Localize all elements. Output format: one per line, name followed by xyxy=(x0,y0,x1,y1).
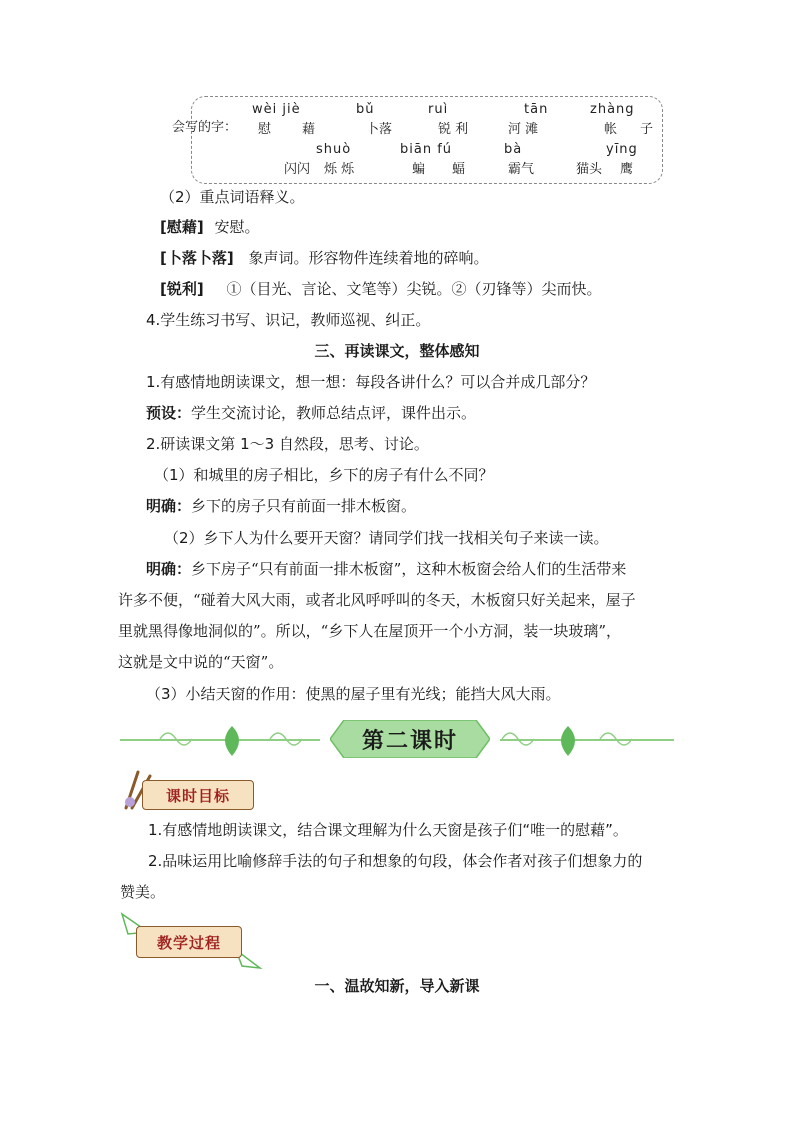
lesson-banner xyxy=(330,720,490,758)
pinyin: tān xyxy=(524,102,549,117)
body-line xyxy=(146,559,626,579)
lesson-title: 第二课时 xyxy=(361,727,458,754)
vocab-char: 蝠 xyxy=(452,162,466,177)
leaf-icon xyxy=(225,726,239,756)
vocab-char: 帐 xyxy=(604,122,618,137)
body-line xyxy=(146,496,416,516)
vocab-char: 闪闪 xyxy=(284,162,311,177)
body-line: 许多不便，“碰着大风大雨，或者北风呼呼叫的冬天，木板窗只好关起来，屋子 xyxy=(118,591,636,609)
vocab-char: 慰 xyxy=(258,122,272,137)
vocab-char: 蝙 xyxy=(412,162,426,177)
vocab-char: 河 滩 xyxy=(508,122,539,137)
body-line: （2）重点词语释义。 xyxy=(160,188,305,206)
process-tag: 教学过程 xyxy=(136,926,242,958)
term: [慰藉] xyxy=(160,218,204,236)
definition: 安慰。 xyxy=(214,218,260,236)
vocab-char: 猫头 xyxy=(576,162,603,177)
definition-row xyxy=(160,248,489,268)
body-text: 乡下的房子只有前面一排木板窗。 xyxy=(191,497,417,515)
section-heading: 三、再读课文，整体感知 xyxy=(314,342,480,360)
pinyin: shuò xyxy=(316,142,352,157)
definition-row xyxy=(160,279,602,299)
body-line: （2）乡下人为什么要开天窗？请同学们找一找相关句子来读一读。 xyxy=(164,529,609,547)
definition: ①（目光、言论、文笔等）尖锐。②（刃锋等）尖而快。 xyxy=(226,280,602,298)
objectives-tag: 课时目标 xyxy=(142,780,254,810)
body-line: 2.研读课文第 1～3 自然段，思考、讨论。 xyxy=(146,435,429,453)
term: [卜落卜落] xyxy=(160,249,234,267)
body-line: 这就是文中说的“天窗”。 xyxy=(118,653,284,671)
vocab-char: 卜落 xyxy=(366,122,393,137)
pinyin: wèi jiè xyxy=(252,102,301,117)
body-line: 1.有感情地朗读课文，想一想：每段各讲什么？可以合并成几部分？ xyxy=(146,373,596,391)
vocab-label: 会写的字： xyxy=(172,120,238,135)
body-line: 里就黑得像地洞似的”。所以，“乡下人在屋顶开一个小方洞，装一块玻璃”， xyxy=(118,622,622,640)
objective-item: 1.有感情地朗读课文，结合课文理解为什么天窗是孩子们“唯一的慰藉”。 xyxy=(148,821,628,839)
term: 预设： xyxy=(146,404,192,422)
body-line xyxy=(146,403,476,423)
pinyin: bà xyxy=(504,142,523,157)
body-line: （3）小结天窗的作用：使黑的屋子里有光线；能挡大风大雨。 xyxy=(146,685,561,703)
body-text: 学生交流讨论，教师总结点评，课件出示。 xyxy=(191,404,477,422)
section-heading: 一、温故知新，导入新课 xyxy=(314,977,480,995)
pinyin: biān fú xyxy=(400,142,453,157)
vocab-char: 锐 利 xyxy=(438,122,469,137)
term: 明确： xyxy=(146,497,192,515)
objective-item: 2.品味运用比喻修辞手法的句子和想象的句段，体会作者对孩子们想象力的 xyxy=(148,852,643,870)
body-line: （1）和城里的房子相比，乡下的房子有什么不同？ xyxy=(154,466,494,484)
definition: 象声词。形容物件连续着地的碎响。 xyxy=(248,249,489,267)
leaf-icon xyxy=(561,726,575,756)
pinyin: ruì xyxy=(428,102,449,117)
pinyin: zhàng xyxy=(590,102,635,117)
pinyin: bǔ xyxy=(356,102,375,117)
vocab-char: 藉 xyxy=(302,122,316,137)
term: 明确： xyxy=(146,560,192,578)
vocab-char: 鹰 xyxy=(620,162,634,177)
body-line: 4.学生练习书写、识记，教师巡视、纠正。 xyxy=(146,311,431,329)
body-text: 乡下房子“只有前面一排木板窗”，这种木板窗会给人们的生活带来 xyxy=(191,560,627,578)
pinyin: yīng xyxy=(606,142,638,157)
vocab-char: 烁 烁 xyxy=(324,162,355,177)
vocab-char: 霸气 xyxy=(508,162,535,177)
vocab-char: 子 xyxy=(640,122,654,137)
objective-item: 赞美。 xyxy=(120,883,166,901)
term: [锐利] xyxy=(160,280,204,298)
definition-row xyxy=(160,217,260,237)
